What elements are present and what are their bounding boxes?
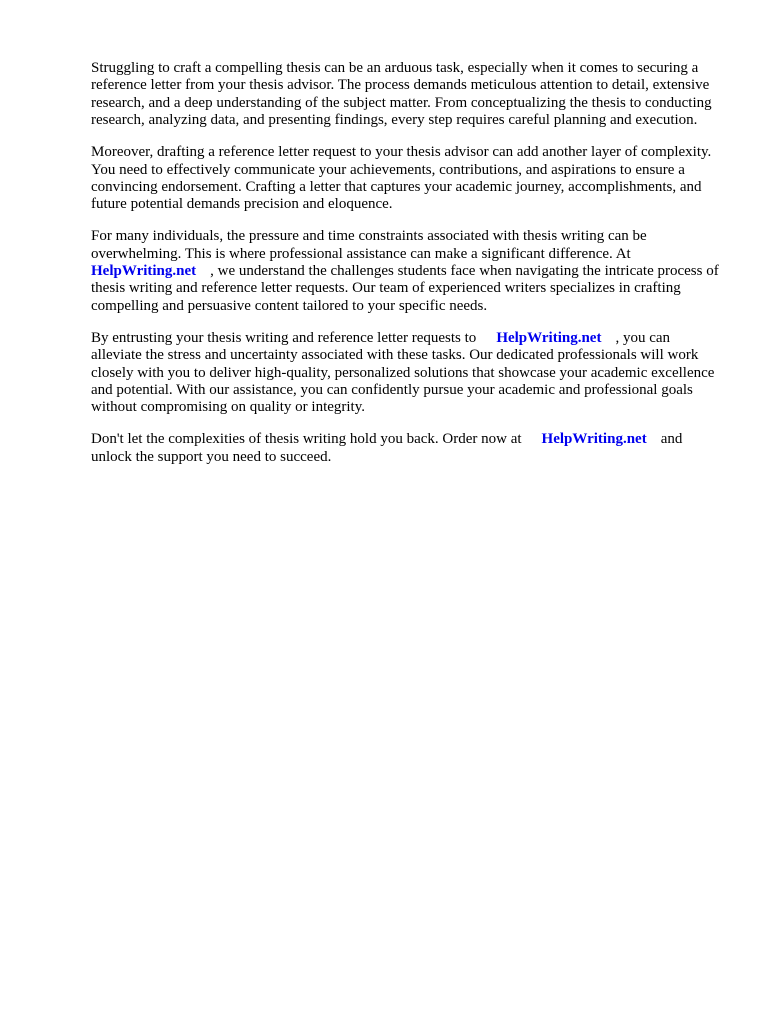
paragraph-call-to-action-tail-text: and unlock the support you need to succeed. [91, 431, 683, 465]
document-body [91, 60, 723, 481]
paragraph-call-to-action [91, 431, 723, 466]
paragraph-assistance-lead-text: For many individuals, the pressure and time constraints associated with thesis writing can be overwhelming. This is where professional assistance can make a significant difference. At [91, 228, 647, 262]
paragraph-reference-letter-text: Moreover, drafting a reference letter request to your thesis advisor can add another layer of complexity. You need to effectively communicate your achievements, contributions, and aspirations to ensure a convincing endorsement. Crafting a letter that captures your academic journey, accomplishments, and future potential demands precision and eloquence. [91, 144, 712, 213]
helpwriting-link-2[interactable]: HelpWriting.net [496, 329, 602, 346]
paragraph-intro-text: Struggling to craft a compelling thesis can be an arduous task, especially when it comes to securing a reference letter from your thesis advisor. The process demands meticulous attention to detail, extensive research, and a deep understanding of the subject matter. From conceptualizing the thesis to conducting research, analyzing data, and presenting findings, every step requires careful planning and execution. [91, 60, 712, 129]
paragraph-assistance-tail-text: , we understand the challenges students face when navigating the intricate process of thesis writing and reference letter requests. Our team of experienced writers specializes in crafting compelling and persuasive content tailored to your specific needs. [91, 263, 719, 314]
paragraph-entrusting-tail-text: , you can alleviate the stress and uncertainty associated with these tasks. Our dedicated professionals will work closely with you to deliver high-quality, personalized solutions that showcase your academic excellence and potential. With our assistance, you can confidently pursue your academic and professional goals without compromising on quality or integrity. [91, 329, 715, 416]
paragraph-reference-letter [91, 144, 723, 214]
paragraph-entrusting [91, 330, 723, 417]
helpwriting-link-3[interactable]: HelpWriting.net [541, 431, 647, 448]
paragraph-intro [91, 60, 723, 130]
paragraph-call-to-action-lead-text: Don't let the complexities of thesis writing hold you back. Order now at [91, 431, 522, 448]
helpwriting-link-1[interactable]: HelpWriting.net [91, 263, 197, 280]
paragraph-assistance [91, 228, 723, 315]
paragraph-entrusting-lead-text: By entrusting your thesis writing and reference letter requests to [91, 329, 477, 346]
